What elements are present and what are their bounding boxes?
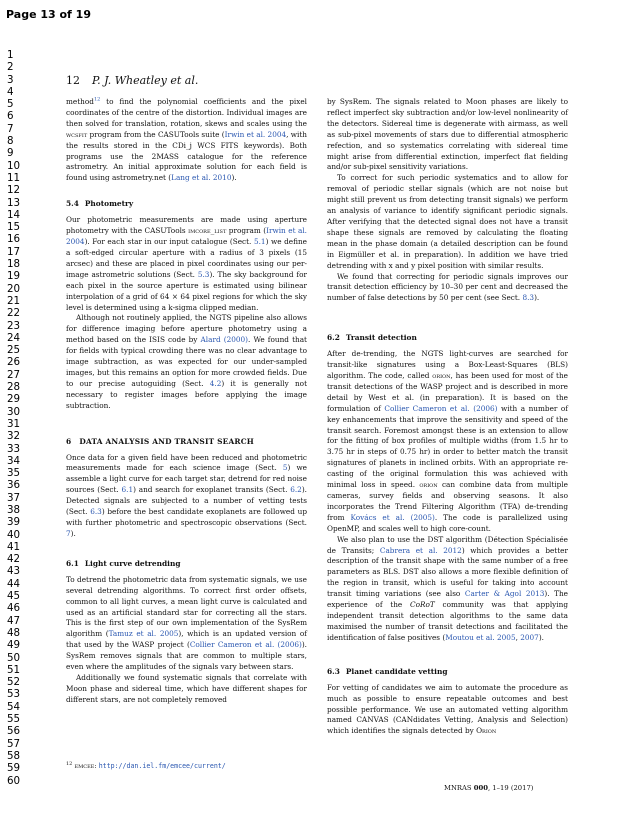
line-number: 2 (7, 61, 14, 74)
line-number: 10 (7, 159, 21, 172)
section-link[interactable]: 5 (282, 463, 288, 473)
paragraph: Once data for a given field have been reduced and photometric measurements made for each science image (Sect. 5) we assemble a light curve for each target star, detrend for red noise sources (Sect. 6.1) and search for exoplanet transits (Sect. 6.2). Detected signals are subjected to a number of vetting tests (Sect. 6.3) before the best candidate exoplanets are followed up with further photometric and spectroscopic observations (Sect. 7). (66, 452, 308, 538)
line-number: 26 (7, 356, 21, 369)
line-number: 7 (7, 122, 14, 135)
citation-link[interactable]: Irwin et al. 2004 (66, 226, 307, 247)
line-number: 28 (7, 381, 21, 394)
line-number: 37 (7, 491, 21, 504)
line-number: 60 (7, 774, 21, 787)
citation-link[interactable]: Lang et al. 2010 (171, 173, 232, 183)
citation-link[interactable]: Irwin et al. 2004 (224, 129, 287, 139)
line-number: 25 (7, 344, 21, 357)
paragraph: To correct for such periodic systematics and to allow for removal of periodic stellar signals (which are not noise but might still prevent us from detecting transit signals) we perform an analysis of variance to identify significant periodic signals. After verifying that the detected signal does not have a transit shape these signals are removed by calculating the floating mean in the phase domain (a detailed description can be found in Eigmüller et al. in preparation). In addition we have tried detrending with x and y pixel position with similar results. (327, 173, 568, 270)
line-number: 47 (7, 614, 21, 627)
section-link[interactable]: 7 (66, 528, 71, 538)
page-number: 12 (66, 74, 80, 87)
line-number: 13 (7, 196, 21, 209)
line-number: 48 (7, 626, 21, 639)
paragraph: Our photometric measurements are made using aperture photometry with the CASUTools imcore_list program (Irwin et al. 2004). For each star in our input catalogue (Sect. 5.1) we define a soft-edged circular aperture with a radius of 3 pixels (15 arcsec) and these are placed in pixel coordinates using our per-image astrometric solutions (Sect. 5.3). The sky background for each pixel in the source aperture is estimated using bilinear interpolation of a grid of 64 × 64 pixel regions for which the sky level is determined using a k-sigma clipped median. (66, 215, 307, 312)
section-heading: 6 DATA ANALYSIS AND TRANSIT SEARCH (66, 436, 254, 446)
line-numbers (7, 49, 27, 787)
line-number: 31 (7, 417, 21, 430)
paragraph: To detrend the photometric data from systematic signals, we use several detrending algorithms. To correct first order offsets, common to all light curves, a mean light curve is calculated and used as an artificial standard star for correcting all the stars. This is the first step of our own implementation of the SysRem algorithm (Tamuz et al. 2005), which is an updated version of that used by the WASP project (Collier Cameron et al. (2006)). SysRem removes signals that are common to multiple stars, even where the amplitudes of the signals vary between stars. (66, 574, 307, 672)
paragraph: We found that correcting for periodic signals improves our transit detection efficiency by 10–30 per cent and decreased the number of false detections by 50 per cent (see Sect. 8.3). (327, 271, 568, 303)
line-number: 11 (7, 171, 21, 184)
citation-link[interactable]: Collier Cameron et al. (2006) (189, 640, 302, 650)
line-number: 34 (7, 454, 21, 467)
right-column (327, 97, 568, 737)
line-number: 15 (7, 221, 21, 234)
section-link[interactable]: 5.1 (253, 237, 266, 247)
line-number: 56 (7, 725, 21, 738)
citation-link[interactable]: Collier Cameron et al. (2006) (384, 403, 498, 413)
line-number: 4 (7, 85, 14, 98)
line-number: 5 (7, 98, 14, 111)
line-number: 21 (7, 294, 21, 307)
line-number: 59 (7, 762, 21, 775)
line-number: 57 (7, 737, 21, 750)
footnote-ref[interactable]: 12 (93, 96, 101, 103)
section-link[interactable]: 5.3 (197, 269, 210, 279)
line-number: 24 (7, 331, 21, 344)
line-number: 27 (7, 368, 21, 381)
section-heading: 6.1 Light curve detrending (66, 558, 181, 568)
line-number: 35 (7, 467, 21, 480)
citation-link[interactable]: Kovács et al. (2005) (350, 512, 435, 522)
line-number: 3 (7, 73, 14, 86)
section-link[interactable]: 6.2 (290, 485, 302, 495)
citation-link[interactable]: Moutou et al. 2005 (445, 632, 516, 642)
line-number: 39 (7, 516, 21, 529)
line-number: 9 (7, 147, 14, 160)
line-number: 8 (7, 135, 14, 148)
line-number: 45 (7, 590, 21, 603)
paragraph: by SysRem. The signals related to Moon phases are likely to reflect imperfect sky subtraction and/or low-level nonlinearity of the detectors. Sidereal time is degenerate with airmass, as well as sub-pixel movements of stars due to differential atmospheric refection, and so systematics correlating with sidereal time might arise from differential extinction, imperfect flat fielding and/or sub-pixel sensitivity variations. (327, 97, 568, 172)
citation-link[interactable]: Tamuz et al. 2005 (108, 629, 179, 639)
paragraph: We also plan to use the DST algorithm (Détection Spécialisée de Transits; Cabrera et al. 2012) which provides a better description of the transit shape with the same number of a free parameters as BLS. DST also allows a more flexible definition of the region in transit, which is useful for taking into account transit timing variations (see also Carter & Agol 2013). The experience of the CoRoT community was that applying independent transit detection algorithms to the same data maximised the number of transit detections and facilitated the identification of false positives (Moutou et al. 2005, 2007). (327, 534, 568, 642)
line-number: 50 (7, 651, 21, 664)
section-link[interactable]: 4.2 (209, 378, 222, 388)
line-number: 33 (7, 442, 21, 455)
citation-link[interactable]: Alard (2000) (200, 335, 249, 345)
section-link[interactable]: 6.1 (121, 485, 134, 495)
paragraph: For vetting of candidates we aim to automate the procedure as much as possible to ensure repeatable outcomes and best possible performance. We use an automated vetting algorithm named CANVAS (CANdidates Vetting, Analysis and Selection) which identifies the signals detected by Orion (327, 682, 568, 736)
line-number: 32 (7, 430, 21, 443)
line-number: 30 (7, 405, 21, 418)
line-number: 54 (7, 700, 21, 713)
section-heading: 6.2 Transit detection (327, 333, 417, 343)
paragraph: method$^{12}$ to find the polynomial coefficients and the pixel coordinates of the centre of the distortion. Individual images are then solved for translation, rotation, skews and scales using the wcsfit program from the CASUTools suite (Irwin et al. 2004, with the results stored in the CDi_j WCS FITS keywords). Both programs use the 2MASS catalogue for the reference astrometry. An initial approximate solution for each field is found using astrometry.net (Lang et al. 2010). (66, 96, 308, 183)
section-link[interactable]: 8.3 (522, 293, 535, 303)
line-number: 58 (7, 749, 21, 762)
footnote-url-link[interactable]: http://dan.iel.fm/emcee/current/ (98, 762, 226, 770)
line-number: 6 (7, 110, 14, 123)
line-number: 36 (7, 479, 21, 492)
page-label: Page 13 of 19 (6, 8, 91, 21)
line-number: 29 (7, 393, 21, 406)
paragraph: After de-trending, the NGTS light-curves are searched for transit-like signatures using a Box-Least-Squares (BLS) algorithm. The code, called orion, has been used for most of the transit detections of the WASP project and is described in more detail by West et al. (in preparation). It is based on the formulation of Collier Cameron et al. (2006) with a number of key enhancements that improve the sensitivity and speed of the transit search. Foremost amongst these is an extension to allow for the fitting of box profiles of multiple widths (from 1.5 hr to 3.75 hr in steps of 0.75 hr) in order to better match the transit signatures of planets in inclined orbits. With an appropriate re-casting of the original formulation this was achieved with minimal loss in speed. orion can combine data from multiple cameras, survey fields and observing seasons. It also incorporates the Trend Filtering Algorithm (TFA) de-trending from Kovács et al. (2005). The code is parallelized using OpenMP, and scales well to high core-count. (327, 349, 568, 533)
line-number: 40 (7, 528, 21, 541)
section-link[interactable]: 6.3 (90, 507, 102, 517)
line-number: 44 (7, 577, 21, 590)
line-number: 12 (7, 184, 21, 197)
line-number: 19 (7, 270, 21, 283)
footnote: $^{12}$ emcee: http://dan.iel.fm/emcee/current/ (66, 760, 226, 770)
line-number: 55 (7, 713, 21, 726)
line-number: 18 (7, 258, 21, 271)
running-head-authors: P. J. Wheatley et al. (92, 74, 199, 87)
line-number: 41 (7, 540, 21, 553)
citation-link[interactable]: Cabrera et al. 2012 (379, 545, 462, 555)
line-number: 49 (7, 639, 21, 652)
left-column (66, 97, 307, 706)
running-head (66, 74, 198, 87)
line-number: 53 (7, 688, 21, 701)
line-number: 38 (7, 503, 21, 516)
paragraph: Although not routinely applied, the NGTS pipeline also allows for difference imaging before aperture photometry using a method based on the ISIS code by Alard (2000). We found that for fields with typical crowding there was no clear advantage to image subtraction, as was expected for our under-sampled images, but this remains an option for more crowded fields. Due to our precise autoguiding (Sect. 4.2) it is generally not necessary to register images before applying the image subtraction. (66, 313, 307, 410)
line-number: 1 (7, 49, 14, 61)
line-number: 51 (7, 663, 21, 676)
line-number: 42 (7, 553, 21, 566)
line-number: 23 (7, 319, 21, 332)
line-number: 52 (7, 676, 21, 689)
line-number: 17 (7, 245, 21, 258)
line-number: 46 (7, 602, 21, 615)
paragraph: Additionally we found systematic signals that correlate with Moon phase and sidereal time, which have different shapes for different stars, are not completely removed (66, 672, 307, 704)
section-heading: 5.4 Photometry (66, 199, 134, 209)
line-number: 20 (7, 282, 21, 295)
citation-link[interactable]: Carter & Agol 2013 (464, 589, 545, 599)
line-number: 43 (7, 565, 21, 578)
line-number: 14 (7, 208, 21, 221)
section-heading: 6.3 Planet candidate vetting (327, 666, 448, 676)
journal-footer: MNRAS 000, 1–19 (2017) (444, 784, 534, 792)
citation-link[interactable]: 2007 (520, 632, 539, 642)
line-number: 16 (7, 233, 21, 246)
line-number: 22 (7, 307, 21, 320)
